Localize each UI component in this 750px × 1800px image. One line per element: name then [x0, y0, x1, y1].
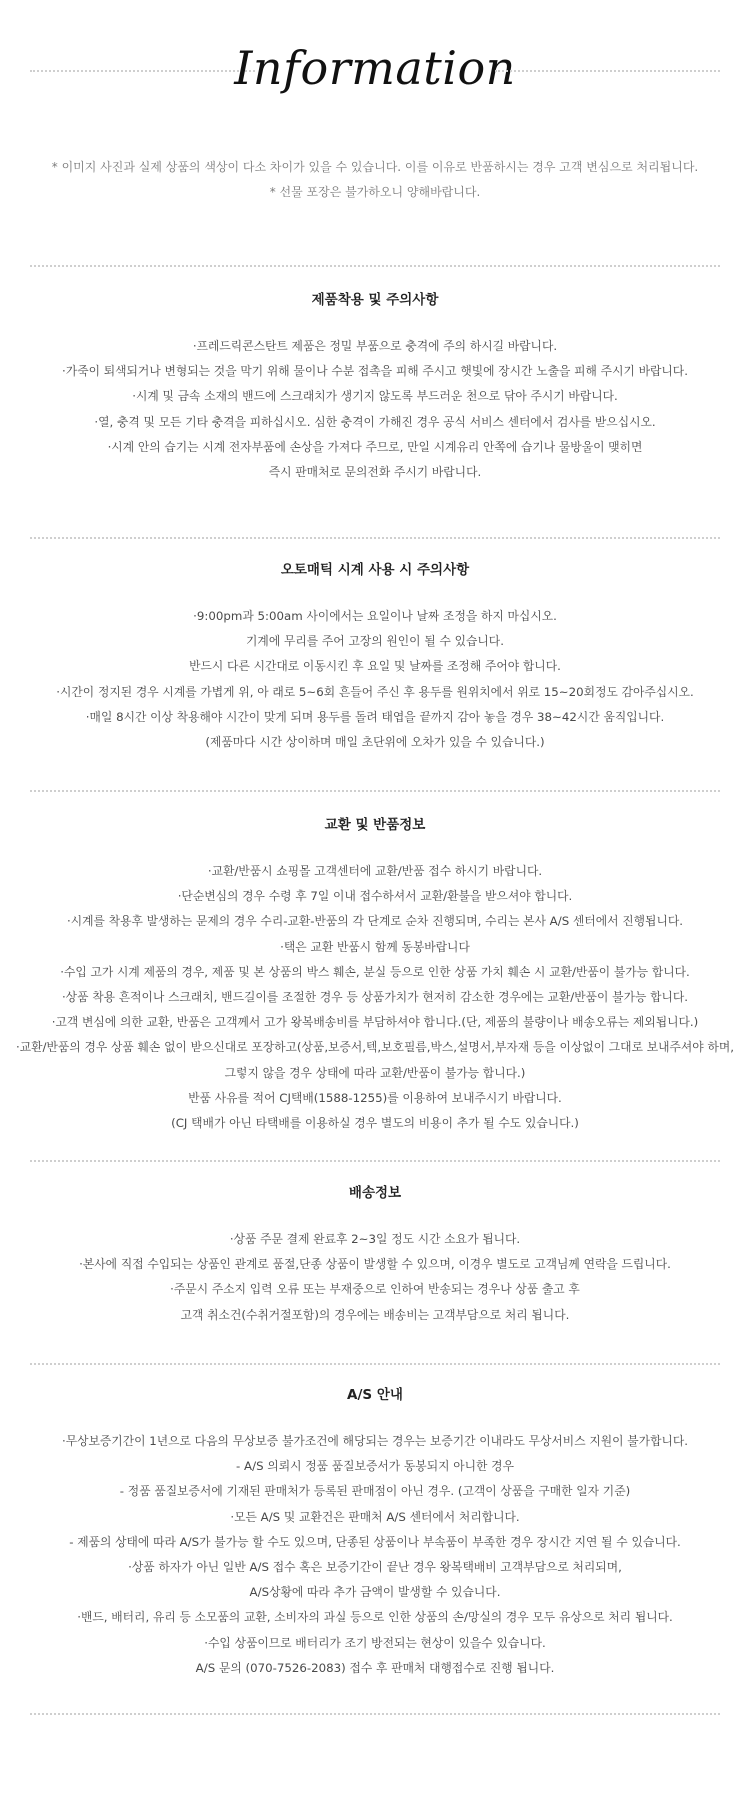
body-line: A/S 문의 (070-7526-2083) 접수 후 판매처 대행접수로 진행 됩니다.: [195, 1660, 555, 1675]
body-line: ·매일 8시간 이상 착용해야 시간이 맞게 되며 용두를 돌려 태엽을 끝까지 감아 놓을 경우 38~42시간 움직입니다.: [85, 709, 665, 724]
body-line: (CJ 택배가 아닌 타택배를 이용하실 경우 별도의 비용이 추가 될 수도 있습니다.): [171, 1115, 579, 1130]
body-line: ·프레드릭콘스탄트 제품은 정밀 부품으로 충격에 주의 하시길 바랍니다.: [192, 339, 558, 353]
body-line: ·시간이 정지된 경우 시계를 가볍게 위, 아 래로 5~6회 흔들어 주신 후 용두를 원위치에서 위로 15~20회정도 감아주십시오.: [56, 684, 694, 699]
body-line: ·주문시 주소지 입력 오류 또는 부재중으로 인하여 반송되는 경우나 상품 출고 후: [170, 1282, 580, 1297]
body-line: 반드시 다른 시간대로 이동시킨 후 요일 및 날짜를 조정해 주어야 합니다.: [189, 659, 561, 674]
section-watch-care: [0, 290, 750, 485]
body-line: ·시계를 착용후 발생하는 문제의 경우 수리-교환-반품의 각 단계로 순차 진행되며, 수리는 본사 A/S 센터에서 진행됩니다.: [66, 914, 683, 929]
section-divider: [30, 1160, 720, 1162]
section-body: [0, 604, 750, 755]
section-title: 제품착용 및 주의사항: [311, 292, 439, 308]
information-header: [0, 40, 750, 100]
body-line: ·상품 착용 흔적이나 스크래치, 밴드길이를 조절한 경우 등 상품가치가 현저히 감소한 경우에는 교환/반품이 불가능 합니다.: [61, 989, 689, 1004]
body-line: (제품마다 시간 상이하며 매일 초단위에 오차가 있을 수 있습니다.): [205, 734, 545, 749]
body-line: ·본사에 직접 수입되는 상품인 관계로 품절,단종 상품이 발생할 수 있으며, 이경우 별도로 고객님께 연락을 드립니다.: [79, 1257, 671, 1272]
body-line: ·무상보증기간이 1년으로 다음의 무상보증 불가조건에 해당되는 경우는 보증기간 이내라도 무상서비스 지원이 불가합니다.: [61, 1434, 689, 1448]
body-line: ·수입 상품이므로 배터리가 조기 방전되는 현상이 있을수 있습니다.: [204, 1635, 546, 1650]
body-line: 기계에 무리를 주어 고장의 원인이 될 수 있습니다.: [246, 634, 504, 649]
section-body: [0, 859, 750, 1136]
section-body: [0, 334, 750, 485]
section-title: 오토매틱 시계 사용 시 주의사항: [280, 562, 470, 578]
body-line: 고객 취소건(수취거절포함)의 경우에는 배송비는 고객부담으로 처리 됩니다.: [180, 1307, 570, 1322]
body-line: ·상품 주문 결제 완료후 2~3일 정도 시간 소요가 됩니다.: [229, 1232, 521, 1246]
body-line: - 정품 품질보증서에 기재된 판매처가 등록된 판매점이 아닌 경우. (고객이 상품을 구매한 일자 기준): [119, 1484, 631, 1499]
body-line: ·시계 안의 습기는 시계 전자부품에 손상을 가져다 주므로, 만일 시계유리 안쪽에 습기나 물방울이 맺히면: [107, 439, 643, 454]
section-title: 교환 및 반품정보: [324, 817, 426, 833]
body-line: ·모든 A/S 및 교환건은 판매처 A/S 센터에서 처리합니다.: [230, 1509, 520, 1524]
section-shipping: [0, 1183, 750, 1328]
body-line: ·시계 및 금속 소재의 밴드에 스크래치가 생기지 않도록 부드러운 천으로 닦아 주시기 바랍니다.: [132, 389, 618, 404]
body-line: ·상품 하자가 아닌 일반 A/S 접수 혹은 보증기간이 끝난 경우 왕복택배비 고객부담으로 처리되며,: [128, 1559, 622, 1574]
body-line: ·교환/반품시 쇼핑몰 고객센터에 교환/반품 접수 하시기 바랍니다.: [207, 864, 543, 878]
body-line: 그렇지 않을 경우 상태에 따라 교환/반품이 불가능 합니다.): [224, 1065, 526, 1080]
section-body: [0, 1429, 750, 1681]
section-divider: [30, 265, 720, 267]
section-divider: [30, 1713, 720, 1715]
section-after-service: [0, 1385, 750, 1681]
body-line: ·밴드, 배터리, 유리 등 소모품의 교환, 소비자의 과실 등으로 인한 상품의 손/망실의 경우 모두 유상으로 처리 됩니다.: [77, 1610, 673, 1625]
section-title: 배송정보: [348, 1185, 402, 1201]
body-line: - A/S 의뢰시 정품 품질보증서가 동봉되지 아니한 경우: [236, 1459, 514, 1474]
header-dotted-line-right: [495, 70, 720, 72]
body-line: ·고객 변심에 의한 교환, 반품은 고객께서 고가 왕복배송비를 부담하셔야 합니다.(단, 제품의 불량이나 배송오류는 제외됩니다.): [51, 1015, 699, 1030]
body-line: A/S상황에 따라 추가 금액이 발생할 수 있습니다.: [249, 1585, 501, 1600]
body-line: ·수입 고가 시계 제품의 경우, 제품 및 본 상품의 박스 훼손, 분실 등으로 인한 상품 가치 훼손 시 교환/반품이 불가능 합니다.: [60, 964, 690, 979]
notice-block: [0, 155, 750, 205]
body-line: ·열, 충격 및 모든 기타 충격을 피하십시오. 심한 충격이 가해진 경우 공식 서비스 센터에서 검사를 받으십시오.: [94, 414, 656, 429]
body-line: - 제품의 상태에 따라 A/S가 불가능 할 수도 있으며, 단종된 상품이나 부속품이 부족한 경우 장시간 지연 될 수 있습니다.: [69, 1534, 681, 1549]
body-line: ·교환/반품의 경우 상품 훼손 없이 받으신대로 포장하고(상품,보증서,텍,보호필름,박스,설명서,부자재 등을 이상없이 그대로 보내주셔야 하며,: [16, 1040, 734, 1055]
section-divider: [30, 537, 720, 539]
section-exchange-return: [0, 815, 750, 1136]
section-divider: [30, 1363, 720, 1365]
section-divider: [30, 790, 720, 792]
section-automatic-watch: [0, 560, 750, 755]
body-line: ·단순변심의 경우 수령 후 7일 이내 접수하셔서 교환/환불을 받으셔야 합니다.: [177, 889, 573, 904]
notice-line: * 이미지 사진과 실제 상품의 색상이 다소 차이가 있을 수 있습니다. 이를 이유로 반품하시는 경우 고객 변심으로 처리됩니다.: [51, 160, 699, 174]
page-title: Information: [234, 41, 516, 95]
body-line: ·가죽이 퇴색되거나 변형되는 것을 막기 위해 물이나 수분 접촉을 피해 주시고 햇빛에 장시간 노출을 피해 주시기 바랍니다.: [62, 364, 688, 379]
body-line: 반품 사유를 적어 CJ택배(1588-1255)를 이용하여 보내주시기 바랍니다.: [188, 1090, 562, 1105]
section-body: [0, 1227, 750, 1328]
body-line: 즉시 판매처로 문의전화 주시기 바랍니다.: [268, 464, 482, 479]
body-line: ·택은 교환 반품시 함께 동봉바랍니다: [280, 939, 470, 954]
body-line: ·9:00pm과 5:00am 사이에서는 요일이나 날짜 조정을 하지 마십시오.: [193, 609, 557, 623]
notice-line: * 선물 포장은 불가하오니 양해바랍니다.: [269, 185, 481, 199]
section-title: A/S 안내: [347, 1387, 403, 1403]
